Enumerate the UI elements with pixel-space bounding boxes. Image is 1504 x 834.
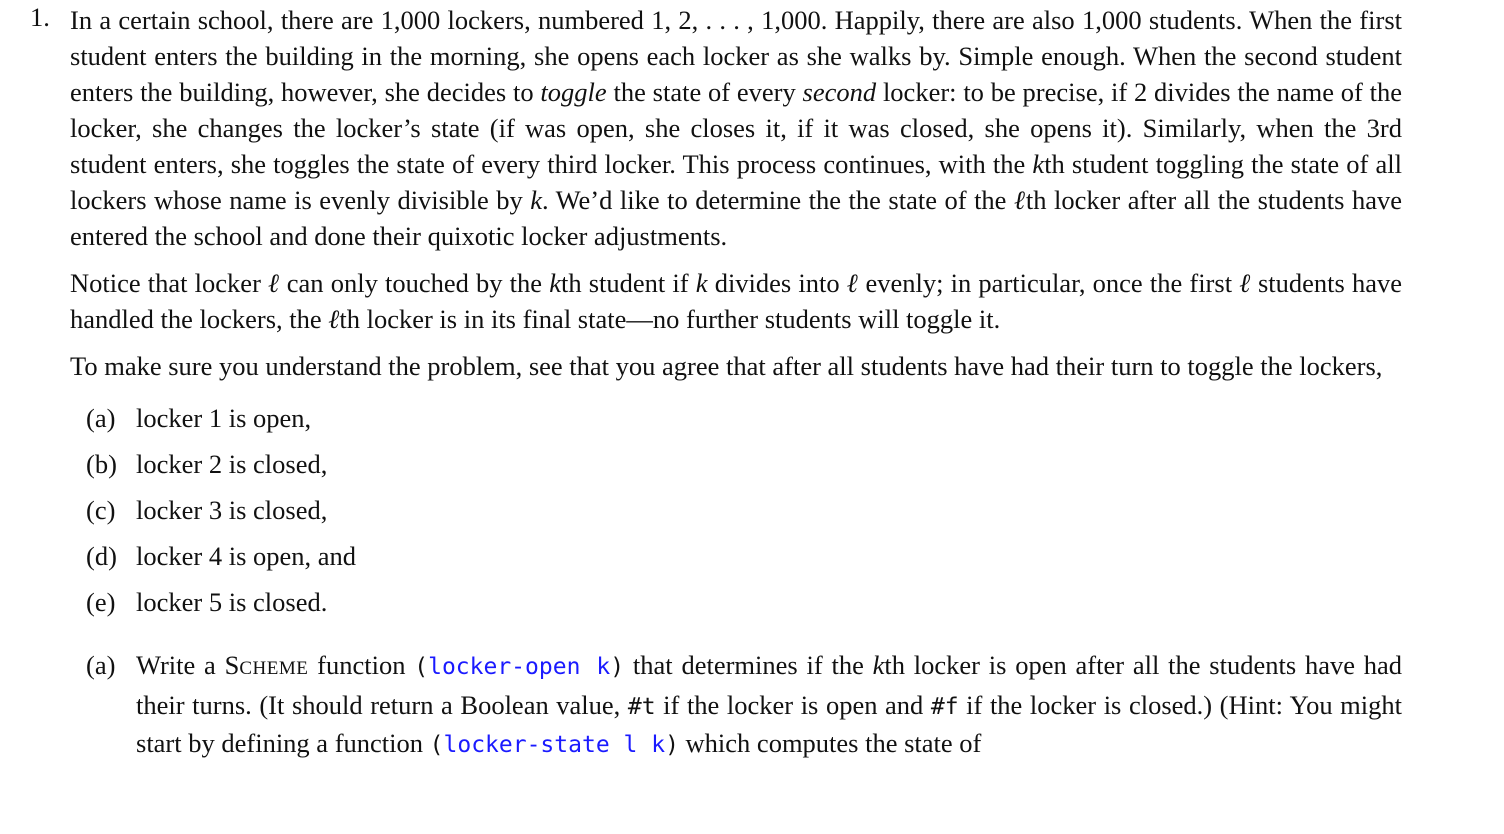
code-locker-state: locker-state l k [443, 732, 666, 758]
list-item: (d) locker 4 is open, and [86, 541, 357, 571]
paragraph-intro: In a certain school, there are 1,000 lockers, numbered 1, 2, . . . , 1,000. Happily, there are also 1,000 students. When the first student enters the building in the morning, she opens each locker as she walks by. Simple enough. When the second student enters the building, however, she decides to toggle the state of every second locker: to be precise, if 2 divides the name of the locker, she changes the locker’s state (if was open, she closes it, if it was closed, she opens it). Similarly, when the 3rd student enters, she toggles the state of every third locker. This process continues, with the kth student toggling the state of all lockers whose name is evenly divisible by k. We’d like to determine the the state of the ℓth locker after all the students have entered the school and done their quixotic locker adjustments. [70, 5, 1403, 251]
list-item: (b) locker 2 is closed, [86, 449, 328, 479]
list-item: (a) locker 1 is open, [86, 403, 312, 433]
problem-number: 1. [30, 2, 50, 32]
list-item: (c) locker 3 is closed, [86, 495, 328, 525]
paragraph-check: To make sure you understand the problem, see that you agree that after all students have had their turn to toggle the lockers, [70, 351, 1383, 381]
code-locker-open: locker-open k [428, 654, 611, 680]
sub-questions [70, 647, 1402, 763]
locker-state-list [70, 395, 1402, 625]
problem-body [70, 2, 1402, 763]
list-item: (e) locker 5 is closed. [86, 587, 328, 617]
part-a: (a) Write a SCHEME function (locker-open k) that determines if the kth locker is open after all the students have had their turns. (It should return a Boolean value, #t if the locker is open and #f if the locker is closed.) (Hint: You might start by defining a function (locker-state l k) which computes the state of [86, 650, 1403, 758]
problem-1 [30, 2, 1402, 763]
paragraph-notice: Notice that locker ℓ can only touched by the kth student if k divides into ℓ evenly; in particular, once the first ℓ students have handled the lockers, the ℓth locker is in its final state—no further students will toggle it. [70, 268, 1402, 334]
